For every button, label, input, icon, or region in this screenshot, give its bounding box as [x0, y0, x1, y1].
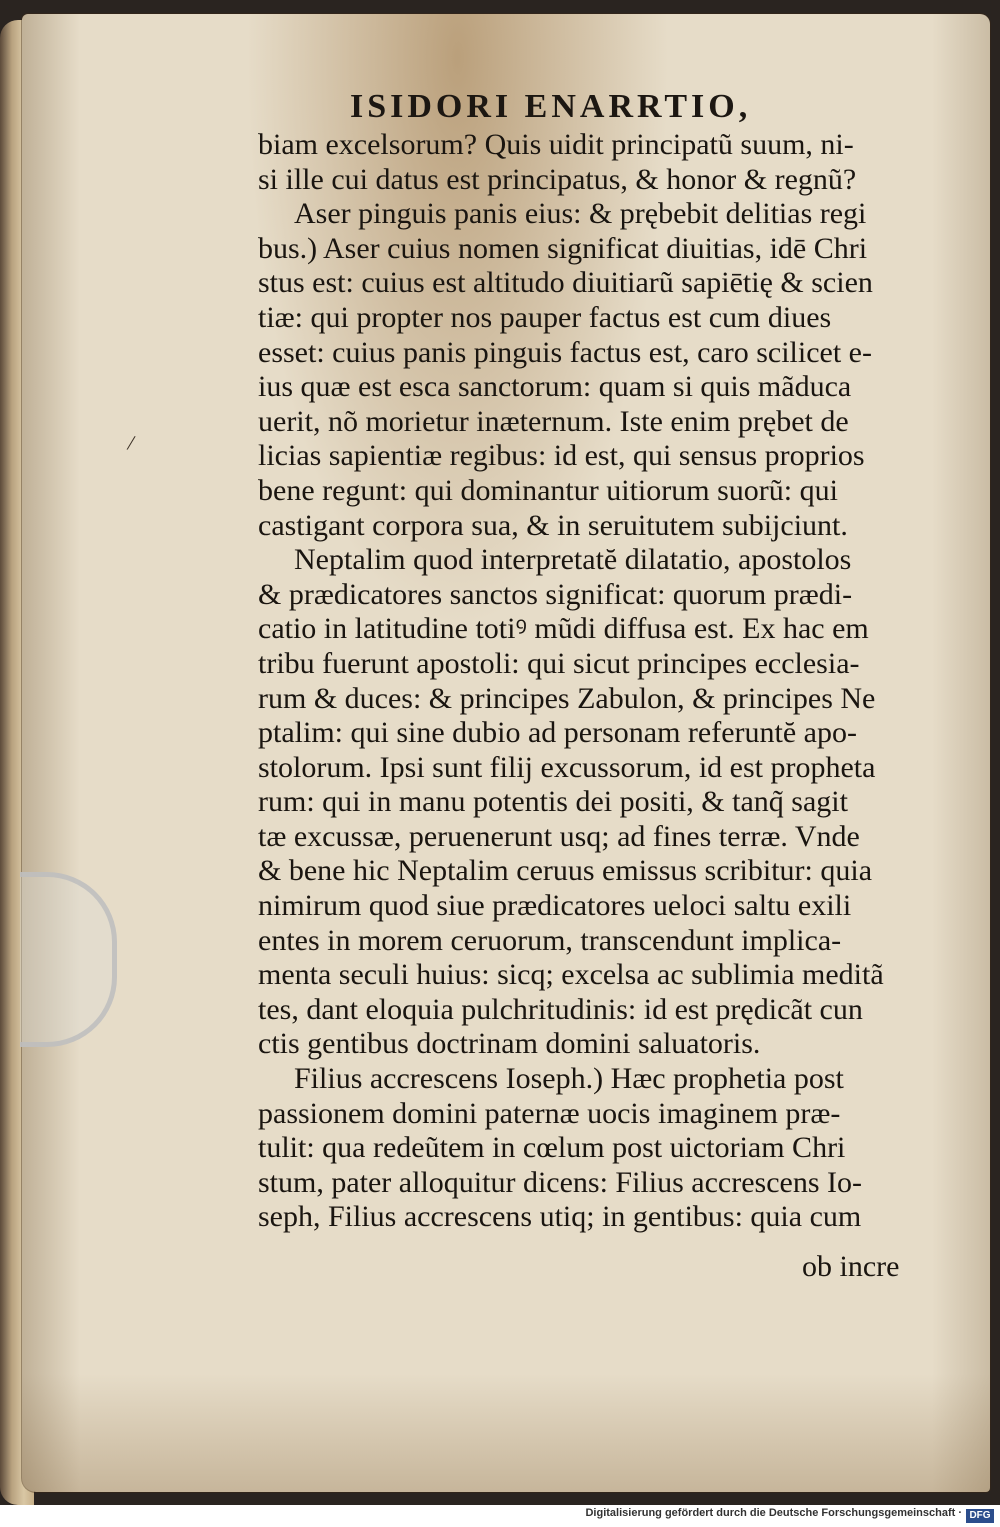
running-head: ISIDORI ENARRTIO, [350, 88, 752, 125]
text-line: tulit: qua redeũtem in cœlum post uictoriam Chri [258, 1131, 846, 1165]
footer-credit: Digitalisierung gefördert durch die Deutsche Forschungsgemeinschaft · [585, 1507, 962, 1519]
text-line: entes in morem ceruorum, transcendunt implica- [258, 923, 842, 957]
text-line: tæ excussæ, peruenerunt usq; ad fines terræ. Vnde [258, 819, 860, 853]
text-block [258, 128, 918, 1235]
paragraph-3 [258, 543, 918, 1062]
footer-bar [0, 1505, 1000, 1527]
text-line: tribu fuerunt apostoli: qui sicut principes ecclesia- [258, 646, 860, 680]
text-line: nimirum quod siue prædicatores ueloci saltu exili [258, 889, 852, 923]
paragraph-4 [258, 1062, 918, 1235]
text-line: stus est: cuius est altitudo diuitiarũ sapiētię & scien [258, 266, 873, 300]
text-line: passionem domini paternæ uocis imaginem præ- [258, 1096, 841, 1130]
margin-mark: / [125, 429, 137, 456]
text-line: uerit, nõ morietur inæternum. Iste enim prębet de [258, 404, 849, 438]
text-line: stolorum. Ipsi sunt filij excussorum, id est propheta [258, 750, 876, 784]
text-line: catio in latitudine totiꝰ mũdi diffusa est. Ex hac em [258, 612, 869, 646]
text-line: Filius accrescens Ioseph.) Hæc prophetia post [294, 1062, 844, 1096]
text-line: bene regunt: qui dominantur uitiorum suorũ: qui [258, 473, 838, 507]
text-line: ctis gentibus doctrinam domini saluatoris. [258, 1027, 761, 1061]
text-line: tes, dant eloquia pulchritudinis: id est prędicãt cun [258, 992, 863, 1026]
text-line: bus.) Aser cuius nomen significat diuitias, idē Chri [258, 231, 868, 265]
text-line: biam excelsorum? Quis uidit principatũ suum, ni- [258, 128, 854, 161]
paragraph-2 [258, 197, 918, 543]
text-line: & bene hic Neptalim ceruus emissus scribitur: quia [258, 854, 873, 888]
text-line: ius quæ est esca sanctorum: quam si quis mãduca [258, 370, 852, 404]
catchword: ob incre [802, 1250, 900, 1283]
text-line: tiæ: qui propter nos pauper factus est cum diues [258, 300, 832, 334]
text-line: seph, Filius accrescens utiq; in gentibus: quia cum [258, 1200, 862, 1234]
text-line: stum, pater alloquitur dicens: Filius accrescens Io- [258, 1165, 862, 1199]
page-clip [20, 872, 117, 1047]
dfg-logo-icon: DFG [966, 1509, 994, 1523]
text-line: & prædicatores sanctos significat: quorum prædi- [258, 577, 853, 611]
text-line: castigant corpora sua, & in seruitutem subijciunt. [258, 508, 848, 542]
text-line: Neptalim quod interpretatĕ dilatatio, apostolos [294, 543, 852, 577]
paragraph-1 [258, 128, 918, 197]
text-line: esset: cuius panis pinguis factus est, caro scilicet e- [258, 335, 872, 369]
text-line: rum: qui in manu potentis dei positi, & tanq̃ sagit [258, 785, 848, 819]
text-line: menta seculi huius: sicq; excelsa ac sublimia meditã [258, 958, 884, 992]
text-line: si ille cui datus est principatus, & honor & regnũ? [258, 162, 857, 196]
text-line: ptalim: qui sine dubio ad personam referuntĕ apo- [258, 716, 857, 750]
text-line: Aser pinguis panis eius: & prębebit delitias regi [294, 197, 867, 231]
text-line: rum & duces: & principes Zabulon, & principes Ne [258, 681, 876, 715]
text-line: licias sapientiæ regibus: id est, qui sensus proprios [258, 439, 865, 473]
